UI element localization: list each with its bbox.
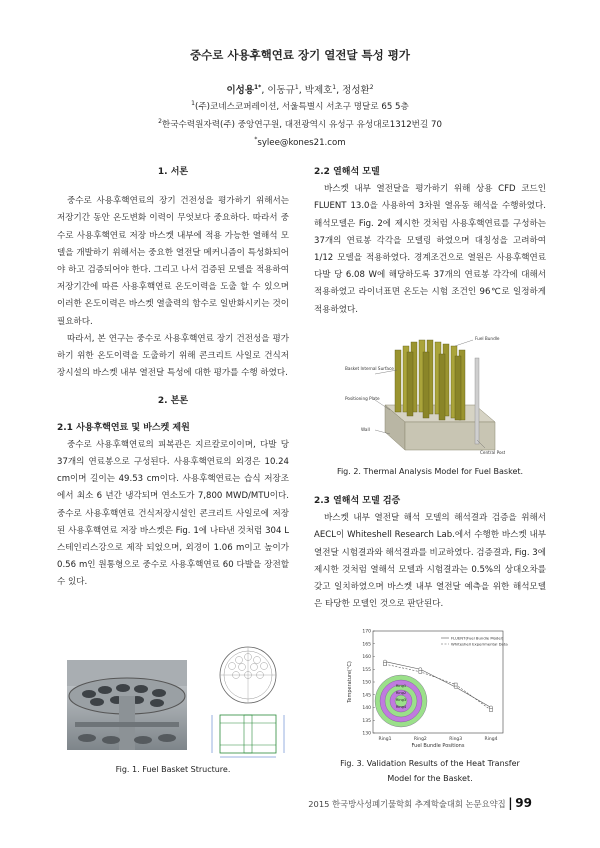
section-2-2-title: 2.2 열해석 모델 [314,167,380,177]
page-number: 99 [515,796,532,810]
section-2-1-paragraph: 중수로 사용후핵연료의 피복관은 지르칼로이이며, 다발 당 37개의 연료봉으로 구성된다. 사용후핵연료의 외경은 10.24 cm이며 길이는 49.53 cm이다. 사용후핵연료는 습식 저장조에서 최소 6 년간 냉각되며 연소도가 7,800 MWD/MTU이다. 중수로 사용후핵연료 건식저장시설인 콘크리트 사일로에 저장된 사용후핵연료 저장 바스켓은 Fig. 1에 나타낸 것처럼 304 L 스테인리스강으로 제작 되었으며, 외경이 1.06 m이고 높이가 0.56 m인 원통형으로 중수로 사용후핵연료 60 다발을 장전할 수 있다. [57,439,289,588]
fig3-inset-label: Ring3 [395,698,407,702]
fig3-data-point [384,663,387,666]
intro-paragraph-1: 중수로 사용후핵연료의 장기 건전성을 평가하기 위해서는 저장기간 동안 온도변화 이력이 무엇보다 중요하다. 따라서 중수로 사용후핵연료 저장 바스켓 내부에 적용 가능한 열해석 모델을 개발하기 위해서는 중요한 열전달 메커니즘이 특성화되어야 하고 검증되어야 한다. 그리고 나서 검증된 모델을 적용하여 저장기간에 따른 사용후핵연료 온도이력을 도출 할 수 있으며 이러한 온도이력은 바스켓 열출력의 함수로 일반화시키는 것이 필요하다. [57,196,289,327]
section-intro-title: 1. 서론 [157,167,189,177]
fig3-ytick: 130 [362,731,371,737]
author-2: 이동규 [267,85,295,96]
fig3-ylabel: Temperature(°C) [347,661,353,703]
page-footer [308,796,532,810]
left-column [57,164,289,592]
author-line: 이성용$^{1*}$, 이동규$^1$, 박제호$^1$, 정성환$^2$ [226,83,374,96]
fig3-xlabel: Fuel Bundle Positions [411,743,465,749]
fig3-xtick: Ring3 [449,737,463,742]
fig2-label-wall: Wall [361,427,370,432]
fig3-data-point [454,683,457,686]
intro-paragraph-2: 따라서, 본 연구는 중수로 사용후핵연료 장기 건전성을 평가하기 위한 온도이력을 도출하기 위해 콘크리트 사일로 건식저장시설의 바스켓 내부 열전달 특성에 대한 평가를 수행 하였다. [57,333,289,379]
fig3-legend-entry: Whiteshell Experimental Data [451,641,508,647]
fig3-xtick: Ring4 [484,737,498,742]
section-2-1-title: 2.1 사용후핵연료 및 바스켓 제원 [57,422,190,433]
fig2-label-central-post: Central Post [480,450,505,455]
right-column [314,164,546,319]
fig2-model [345,330,505,455]
fig3-xtick: Ring1 [378,737,392,742]
fig2-caption: Fig. 2. Thermal Analysis Model for Fuel Basket. [336,467,524,476]
section-2-3-paragraph: 바스켓 내부 열전달 해석 모델의 해석결과 검증을 위해서 AECL이 Whiteshell Research Lab.에서 수행한 바스켓 내부 열전달 시험결과와 해석결과를 비교하였다. 검증결과, Fig. 3에 제시한 것처럼 열해석 모델과 시험결과는 0.5%의 상대오차를 갖고 일치하였으며 바스켓 내부 열전달 예측을 위한 해석모델은 타당한 모델인 것으로 판단된다. [314,513,546,610]
fig3-inset-label: Ring4 [395,705,407,709]
fig3-caption: Fig. 3. Validation Results of the Heat Transfer Model for the Basket. [340,759,520,783]
fig3-ytick: 155 [362,667,371,673]
section-2-3-title: 2.3 열해석 모델 검증 [314,496,401,506]
fig1-drawing [198,645,298,760]
section-2-2-paragraph: 바스켓 내부 열전달을 평가하기 위해 상용 CFD 코드인 FLUENT 13.0을 사용하여 3차원 열유동 해석을 수행하였다. 해석모델은 Fig. 2에 제시한 것처럼 사용후핵연료를 구성하는 37개의 연료봉 각각을 모델링 하였으며 대칭성을 고려하여 1/12 모델을 적용하였다. 경계조건으로 열원은 사용후핵연료 다발 당 6.08 W에 해당하도록 37개의 연료봉 각각에 대해서 적용하였고 라이너표면 온도는 시험 조건인 96℃로 일정하게 적용하였다. [314,184,546,315]
fig3-ytick: 150 [362,680,371,686]
fig3-ytick: 140 [362,706,371,712]
fig3-inset-label: Ring1 [395,684,407,688]
fig2-label-positioning-plate: Positioning Plate [345,396,380,401]
fig3-ytick: 170 [362,629,371,635]
right-column-2 [314,493,546,613]
email: *sylee@kones21.com [254,136,346,148]
fig3-legend-entry: FLUENT(Fuel Bundle Model) [451,635,504,641]
affiliation-1: $^1$(주)코네스코퍼레이션, 서울특별시 서초구 명달로 65 5층 [191,100,409,112]
section-body-title: 2. 본론 [157,396,189,407]
fig2-label-fuel-bundle: Fuel Bundle [475,336,500,341]
fig3-ytick: 145 [362,693,371,699]
footer-separator: | [508,796,513,810]
fig3-ytick: 135 [362,718,371,724]
fig3-xtick: Ring2 [413,737,427,742]
fig1-photo [67,660,187,750]
fig3-inset-label: Ring2 [395,691,407,695]
fig3-data-point [490,709,493,712]
author-1: 이성용 [226,85,254,96]
paper-title: 중수로 사용후핵연료 장기 열전달 특성 평가 [190,48,410,62]
fig3-data-point [419,670,422,673]
fig3-ytick: 160 [362,655,371,661]
fig3-ytick: 165 [362,642,371,648]
fig2-label-basket-surface: Basket Internal Surface [345,366,394,371]
affiliation-2: $^2$한국수력원자력(주) 중앙연구원, 대전광역시 유성구 유성대로1312번길 70 [158,118,442,130]
footer-text: 2015 한국방사성폐기물학회 추계학술대회 논문요약집 [308,799,506,809]
author-3: 박제호 [304,85,333,96]
author-4: 정성환 [342,85,370,96]
fig3-chart [343,625,513,750]
fig1-caption: Fig. 1. Fuel Basket Structure. [115,765,231,774]
